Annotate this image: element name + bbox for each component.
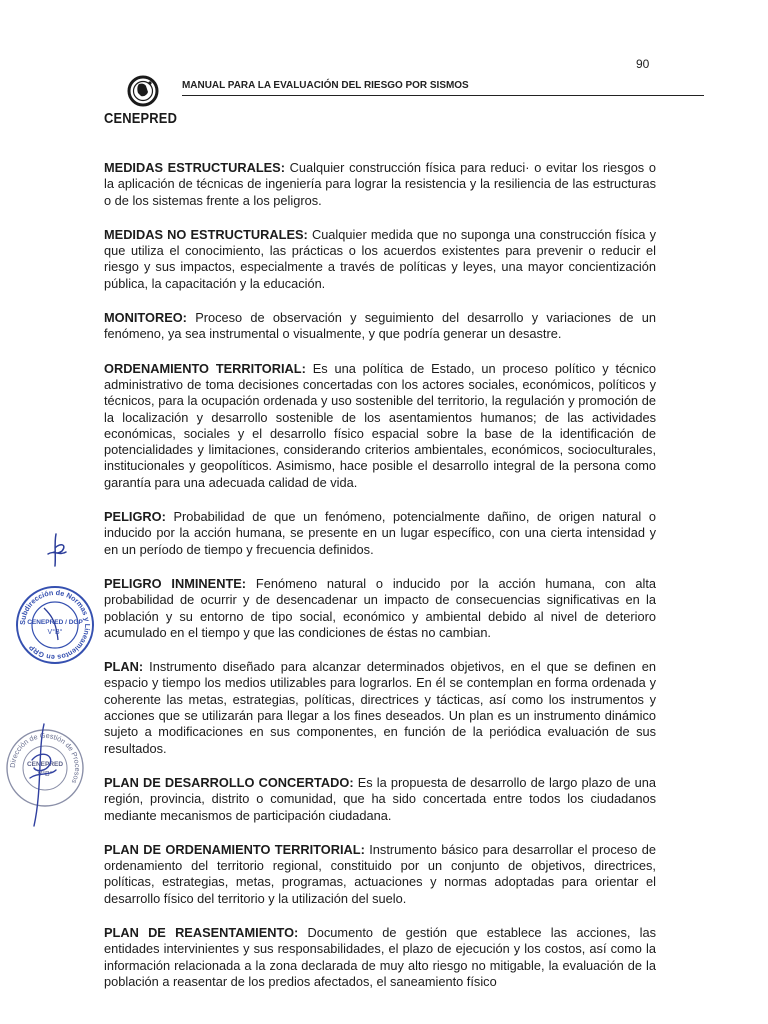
entry-term: PLAN DE ORDENAMIENTO TERRITORIAL:: [104, 841, 365, 857]
handwritten-initial: [44, 532, 74, 570]
glossary-entry: [104, 310, 656, 343]
glossary-entry: [104, 160, 656, 209]
entry-term: MEDIDAS ESTRUCTURALES:: [104, 160, 285, 175]
glossary-entry: [104, 775, 656, 824]
glossary-entry: [104, 659, 656, 757]
cenepred-logo: [104, 74, 184, 132]
glossary-entry: [104, 925, 656, 990]
stamp-center-text: CENEPRED: [26, 761, 64, 768]
header-rule: [182, 95, 704, 96]
entry-term: ORDENAMIENTO TERRITORIAL:: [104, 360, 306, 376]
entry-term: PLAN DE DESARROLLO CONCERTADO:: [104, 774, 354, 790]
stamp-center-text: CENEPRED / DGP: [27, 619, 83, 626]
entry-term: PLAN:: [104, 659, 144, 675]
entry-term: MEDIDAS NO ESTRUCTURALES:: [104, 226, 308, 242]
entry-term: PELIGRO:: [104, 509, 166, 525]
stamp-ring-text: Subdirección de Normas y Lineamientos en GRP: [17, 587, 93, 663]
glossary-entry: [104, 227, 656, 292]
cenepred-emblem-icon: [126, 74, 160, 108]
manual-title: MANUAL PARA LA EVALUACIÓN DEL RIESGO POR SISMOS: [182, 79, 469, 91]
approval-stamp-subdireccion: [14, 584, 96, 666]
glossary-content: [104, 160, 656, 1008]
logo-text: CENEPRED: [104, 110, 178, 127]
stamp-ring-text: Dirección de Gestión de Procesos: [7, 730, 83, 786]
glossary-entry: [104, 576, 656, 641]
entry-definition: Fenómeno natural o inducido por la acción humana, con alta probabilidad de ocurrir y de desencadenar un impacto de consecuencias significativas en la población y su entorno de tipo social, económico y ambiental debido al nivel de deterioro acumulado en el tiempo y que las condiciones de éstas no cambian.: [104, 575, 657, 640]
glossary-entry: [104, 842, 656, 907]
entry-definition: Es una política de Estado, un proceso político y técnico administrativo de toma decisiones concertadas con los actores sociales, económicos, políticos y técnicos, para la ocupación ordenada y uso sostenible del territorio, la regulación y promoción de la localización y desarrollo sostenible de los asentamientos humanos; de las actividades económicas, sociales y el desarrollo físico espacial sobre la base de la identificación de potencialidades y limitaciones, considerando criterios ambientales, económicos, socioculturales, institucionales y geopolíticos. Asimismo, hace posible el desarrollo integral de la persona como garantía para una adecuada calidad de vida.: [104, 360, 656, 490]
approval-stamp-direccion: [4, 720, 86, 830]
entry-term: MONITOREO:: [104, 310, 187, 326]
entry-definition: Proceso de observación y seguimiento del desarrollo y variaciones de un fenómeno, ya sea instrumental o visualmente, y que podría generar un desastre.: [104, 310, 657, 342]
entry-definition: Documento de gestión que establece las acciones, las entidades intervinientes y sus responsabilidades, el plazo de ejecución y los costos, así como la información relacionada a la zona declarada de muy alto riesgo no mitigable, la evaluación de la población a reasentar de los predios afectados, el saneamiento físico: [104, 924, 656, 989]
stamp-sub-text: V°B°: [37, 771, 53, 778]
entry-definition: Probabilidad de que un fenómeno, potencialmente dañino, de origen natural o inducido por la acción humana, se presente en un lugar específico, con una cierta intensidad y en un período de tiempo y frecuencia definidos.: [104, 509, 656, 557]
entry-definition: Instrumento diseñado para alcanzar determinados objetivos, en el que se definen en espacio y tiempo los medios utilizables para lograrlos. En él se contemplan en forma ordenada y coherente las metas, estrategias, políticas, directrices y tácticas, así como los instrumentos y acciones que se utilizarán para llegar a los fines deseados. Un plan es un instrumento dinámico sujeto a modificaciones en sus componentes, en función de la periódica evaluación de sus resultados.: [104, 659, 656, 756]
entry-definition: Cualquier construcción física para reduci· o evitar los riesgos o la aplicación de técnicas de ingeniería para lograr la resistencia y la resiliencia de las estructuras o de los sistemas frente a los peligros.: [104, 160, 656, 208]
glossary-entry: [104, 361, 656, 491]
entry-definition: Es la propuesta de desarrollo de largo plazo de una región, provincia, distrito o comunidad, que ha sido concertada entre todos los ciudadanos mediante mecanismos de participación ciudadana.: [104, 774, 656, 823]
entry-definition: Instrumento básico para desarrollar el proceso de ordenamiento del territorio regional, constituido por un conjunto de objetivos, directrices, políticas, estrategias, metas, programas, actuaciones y normas adoptadas para orientar el desarrollo físico del territorio y la utilización del suelo.: [104, 841, 656, 906]
stamp-sub-text: V°B°: [47, 629, 63, 636]
entry-definition: Cualquier medida que no suponga una construcción física y que utiliza el conocimiento, las prácticas o los acuerdos existentes para prevenir o reducir el riesgo y sus impactos, especialmente a través de políticas y leyes, una mayor concientización pública, la capacitación y la educación.: [104, 226, 656, 291]
glossary-entry: [104, 509, 656, 558]
entry-term: PLAN DE REASENTAMIENTO:: [104, 924, 299, 940]
page-number: 90: [636, 57, 650, 71]
entry-term: PELIGRO INMINENTE:: [104, 575, 247, 591]
